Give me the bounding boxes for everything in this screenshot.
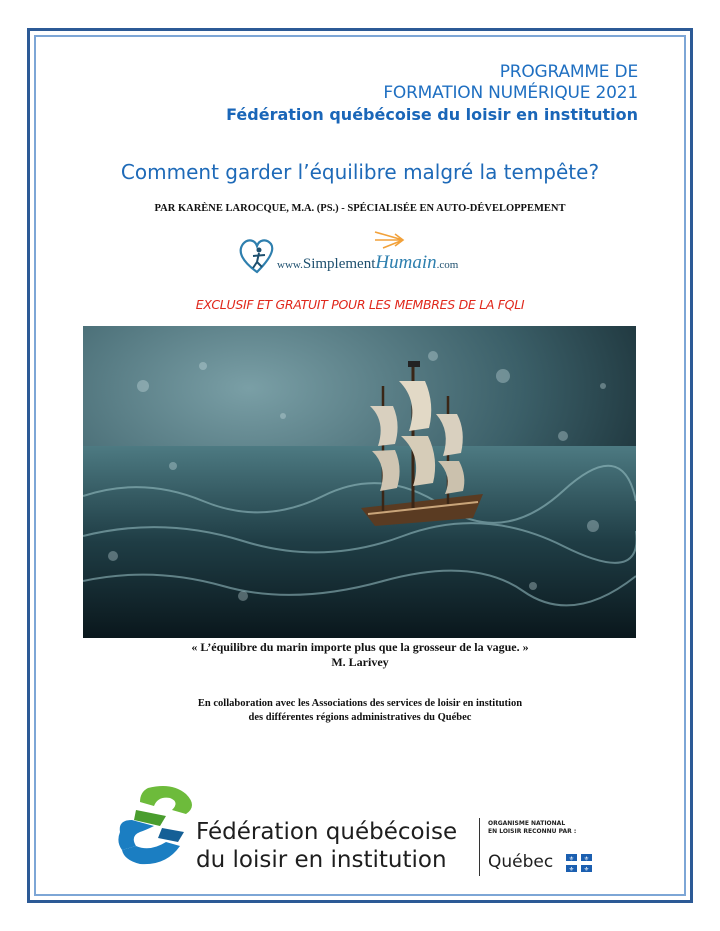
fqli-footer-logo	[110, 780, 610, 880]
quote-block	[0, 640, 720, 670]
wordmark-humain: Humain	[375, 252, 437, 273]
svg-text:⚜: ⚜	[583, 855, 590, 863]
quebec-flag-icon	[566, 854, 592, 872]
simplement-humain-logo	[235, 228, 495, 280]
svg-text:⚜: ⚜	[583, 866, 590, 872]
simplement-humain-wordmark	[277, 252, 458, 274]
fqli-emblem-icon	[110, 780, 202, 880]
federation-name: Fédération québécoise du loisir en institution	[226, 105, 638, 124]
svg-text:⚜: ⚜	[568, 866, 575, 872]
program-header	[226, 62, 638, 125]
recognition-label	[488, 820, 576, 836]
collaboration-line-2: des différentes régions administratives du Québec	[248, 712, 472, 723]
stormy-sea-ship-image	[83, 326, 636, 638]
fqli-name	[196, 818, 457, 874]
quote-author: M. Larivey	[331, 655, 389, 669]
recognition-line-1: ORGANISME NATIONAL	[488, 820, 566, 827]
collaboration-note	[0, 697, 720, 725]
quote-text: « L’équilibre du marin importe plus que la grosseur de la vague. »	[191, 640, 529, 654]
fqli-name-line-1: Fédération québécoise	[196, 819, 458, 845]
wordmark-com: .com	[436, 259, 459, 271]
wordmark-www: www.	[277, 259, 303, 271]
recognition-line-2: EN LOISIR RECONNU PAR :	[488, 828, 577, 835]
wordmark-simplement: Simplement	[302, 256, 376, 272]
program-line-2: FORMATION NUMÉRIQUE 2021	[383, 83, 638, 103]
exclusive-notice: EXCLUSIF ET GRATUIT POUR LES MEMBRES DE LA FQLI	[195, 297, 525, 312]
fqli-name-line-2: du loisir en institution	[196, 847, 447, 873]
author-byline: PAR KARÈNE LAROCQUE, M.A. (PS.) - SPÉCIALISÉE EN AUTO-DÉVELOPPEMENT	[154, 203, 566, 214]
logo-divider	[479, 818, 480, 876]
svg-text:⚜: ⚜	[568, 855, 575, 863]
page-title: Comment garder l’équilibre malgré la tempête?	[120, 160, 600, 184]
program-line-1: PROGRAMME DE	[499, 62, 638, 82]
arrow-accent-icon	[373, 228, 413, 250]
collaboration-line-1: En collaboration avec les Associations des services de loisir en institution	[197, 698, 523, 709]
quebec-wordmark: Québec	[488, 852, 554, 872]
